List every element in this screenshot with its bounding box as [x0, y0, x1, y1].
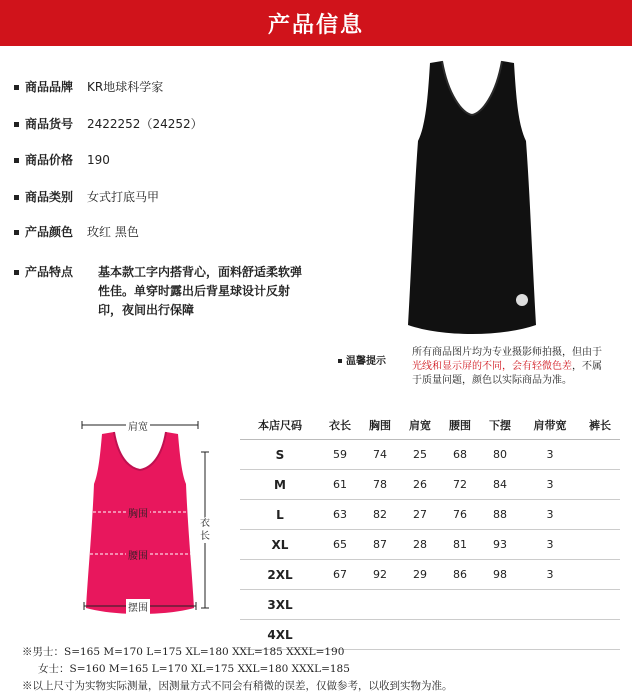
header-banner	[0, 0, 632, 46]
info-row-category	[14, 188, 159, 205]
table-row: 2XL 67 92 29 86 98 3	[240, 560, 620, 590]
page-title: 产品信息	[267, 13, 364, 38]
tip-text: 所有商品图片均为专业摄影师拍摄，但由于 光线和显示屏的不同，会有轻微色差，不属 于质量问题，颜色以实际商品为准。	[412, 347, 602, 386]
measurement-diagram	[68, 412, 238, 637]
column-header: 衣长	[320, 410, 360, 440]
column-header: 裤长	[580, 410, 620, 440]
product-photo	[392, 55, 552, 345]
bullet-icon	[14, 85, 19, 90]
bullet-icon	[14, 122, 19, 127]
info-value: 190	[87, 153, 110, 167]
features-text: 基本款工字内搭背心，面料舒适柔软弹性佳。单穿时露出后背星球设计反射印，夜间出行保障	[98, 265, 303, 317]
table-row: L 63 82 27 76 88 3	[240, 500, 620, 530]
column-header: 肩带宽	[520, 410, 580, 440]
info-row-brand	[14, 78, 163, 95]
column-header: 下摆	[480, 410, 520, 440]
bullet-icon	[14, 158, 19, 163]
table-header-row	[240, 410, 620, 440]
bullet-icon	[14, 270, 19, 275]
column-header: 肩宽	[400, 410, 440, 440]
table-row: XL 65 87 28 81 93 3	[240, 530, 620, 560]
info-label: 商品类别	[25, 190, 74, 204]
size-table	[240, 410, 620, 650]
chest-label: 胸围	[126, 505, 150, 520]
disclaimer: ※以上尺寸为实物实际测量，因测量方式不同会有稍微的误差，仅做参考，以收到实物为准。	[22, 680, 453, 692]
hem-label: 摆围	[126, 599, 150, 614]
info-label: 商品品牌	[25, 80, 74, 94]
tip-label: 温馨提示	[338, 352, 386, 367]
info-row-features	[14, 263, 87, 280]
length-label: 衣长	[198, 517, 214, 543]
info-label: 产品特点	[25, 265, 74, 279]
info-value: 玫红 黑色	[87, 225, 139, 239]
black-tank-image	[392, 55, 552, 345]
info-value: 女式打底马甲	[87, 190, 160, 204]
info-label: 商品价格	[25, 153, 74, 167]
women-sizes: 女士：S=160 M=165 L=170 XL=175 XXL=180 XXXL=185	[38, 663, 350, 675]
waist-label: 腰围	[126, 547, 150, 562]
info-value: KR地球科学家	[87, 80, 164, 94]
bullet-icon	[338, 359, 342, 363]
table-row: 4XL	[240, 620, 620, 650]
shoulder-label: 肩宽	[126, 418, 150, 433]
table-row: M 61 78 26 72 84 3	[240, 470, 620, 500]
column-header: 本店尺码	[240, 410, 320, 440]
column-header: 腰围	[440, 410, 480, 440]
bullet-icon	[14, 230, 19, 235]
table-row: 3XL	[240, 590, 620, 620]
info-row-color	[14, 223, 139, 240]
men-sizes: ※男士：S=165 M=170 L=175 XL=180 XXL=185 XXXL=190	[22, 646, 345, 658]
info-row-price	[14, 151, 110, 168]
bullet-icon	[14, 195, 19, 200]
size-notes	[22, 644, 453, 695]
info-label: 商品货号	[25, 117, 74, 131]
info-row-sku	[14, 115, 203, 132]
info-label: 产品颜色	[25, 225, 74, 239]
info-value: 2422252（24252）	[87, 117, 203, 131]
column-header: 胸围	[360, 410, 400, 440]
table-row: S 59 74 25 68 80 3	[240, 440, 620, 470]
